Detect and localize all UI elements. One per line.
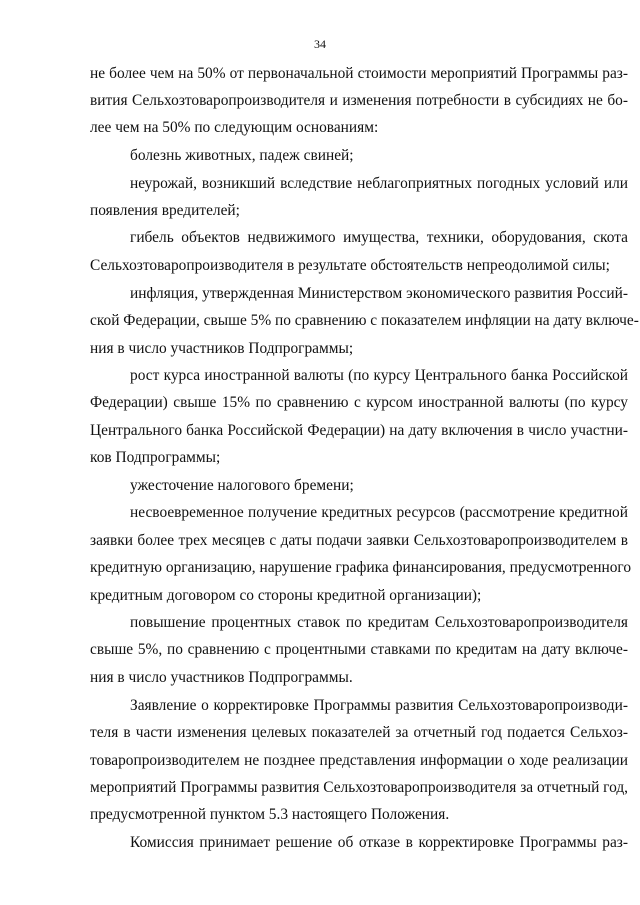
text-line: Сельхозтоваропроизводителя в результате обстоятельств непреодолимой силы; <box>90 257 610 274</box>
text-line: не более чем на 50% от первоначальной стоимости мероприятий Программы раз- <box>90 65 628 82</box>
text-line: появления вредителей; <box>90 202 240 219</box>
text-line: ния в число участников Подпрограммы; <box>90 340 354 357</box>
text-line: предусмотренной пунктом 5.3 настоящего Положения. <box>90 806 450 823</box>
text-line: Комиссия принимает решение об отказе в корректировке Программы раз- <box>130 834 628 851</box>
text-line: повышение процентных ставок по кредитам Сельхозтоваропроизводителя <box>130 614 628 631</box>
text-line: Заявление о корректировке Программы развития Сельхозтоваропроизводи- <box>130 697 628 714</box>
text-line: ужесточение налогового бремени; <box>130 477 354 494</box>
text-line: лее чем на 50% по следующим основаниям: <box>90 119 379 136</box>
text-line: Центрального банка Российской Федерации) на дату включения в число участни- <box>90 422 628 439</box>
text-line: неурожай, возникший вследствие неблагоприятных погодных условий или <box>130 175 628 192</box>
text-line: рост курса иностранной валюты (по курсу Центрального банка Российской <box>130 367 628 384</box>
text-line: ков Подпрограммы; <box>90 449 221 466</box>
text-line: инфляция, утвержденная Министерством экономического развития Россий- <box>130 285 628 302</box>
text-line: вития Сельхозтоваропроизводителя и изменения потребности в субсидиях не бо- <box>90 92 628 109</box>
text-line: гибель объектов недвижимого имущества, техники, оборудования, скота <box>130 229 628 246</box>
page-number: 34 <box>314 37 326 51</box>
text-line: ской Федерации, свыше 5% по сравнению с показателем инфляции на дату включе- <box>90 312 639 329</box>
text-line: кредитную организацию, нарушение графика финансирования, предусмотренного <box>90 559 632 576</box>
text-line: несвоевременное получение кредитных ресурсов (рассмотрение кредитной <box>130 504 628 521</box>
text-line: свыше 5%, по сравнению с процентными ставками по кредитам на дату включе- <box>90 641 628 658</box>
text-line: болезнь животных, падеж свиней; <box>130 147 354 164</box>
text-line: ния в число участников Подпрограммы. <box>90 669 353 686</box>
text-line: товаропроизводителем не позднее представления информации о ходе реализации <box>90 752 628 769</box>
text-line: кредитным договором со стороны кредитной организации); <box>90 587 482 604</box>
text-line: теля в части изменения целевых показателей за отчетный год подается Сельхоз- <box>90 724 628 741</box>
text-line: мероприятий Программы развития Сельхозтоваропроизводителя за отчетный год, <box>90 779 629 796</box>
text-line: заявки более трех месяцев с даты подачи заявки Сельхозтоваропроизводителем в <box>90 532 628 549</box>
text-line: Федерации) свыше 15% по сравнению с курсом иностранной валюты (по курсу <box>90 394 628 411</box>
